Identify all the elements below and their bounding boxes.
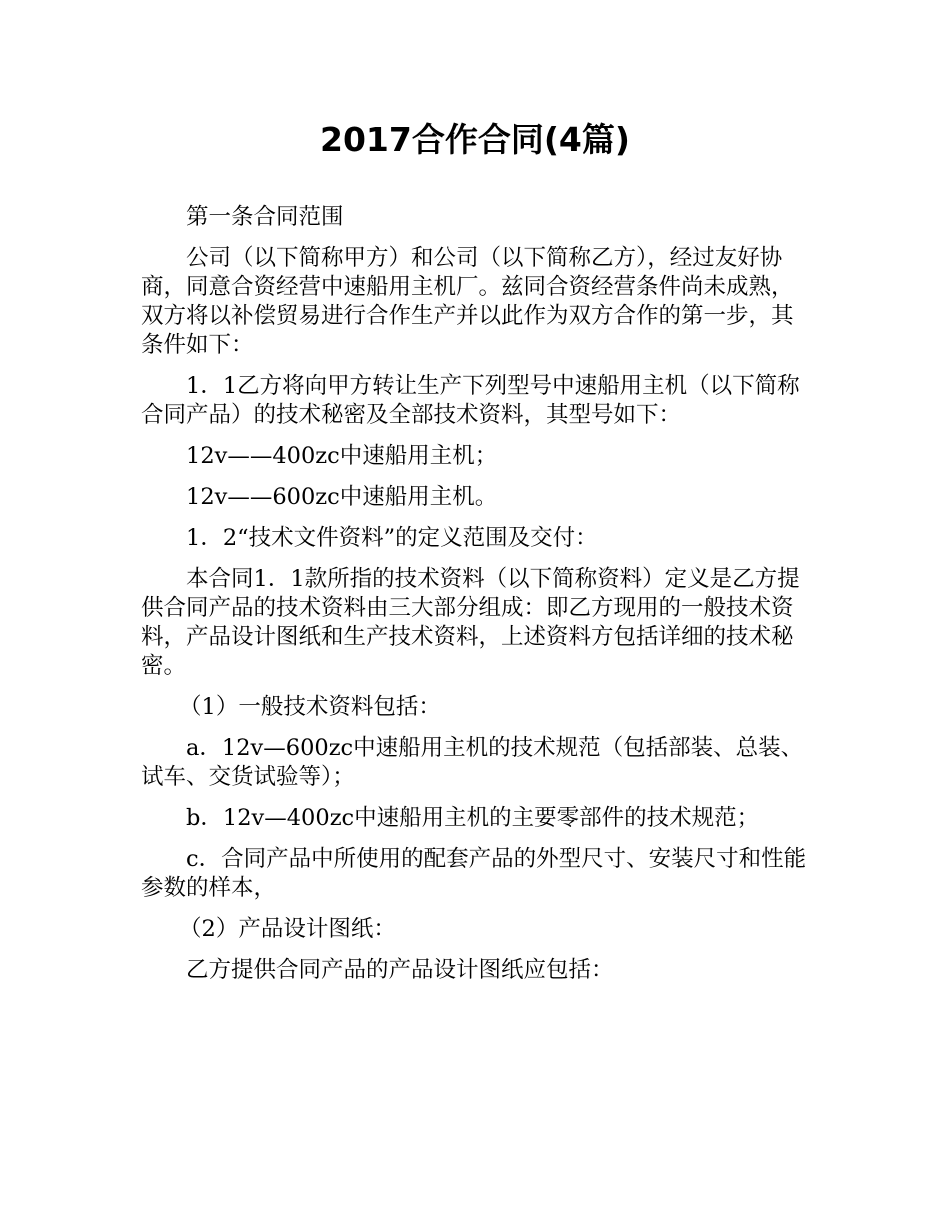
list-item-a: a．12v—600zc中速船用主机的技术规范（包括部装、总装、试车、交货试验等）； <box>141 735 804 790</box>
list-item-b: b．12v—400zc中速船用主机的主要零部件的技术规范； <box>186 805 760 831</box>
article-heading: 第一条合同范围 <box>186 204 344 230</box>
paragraph-parties: 公司（以下简称甲方）和公司（以下简称乙方），经过友好协商，同意合资经营中速船用主机厂。兹同合资经营条件尚未成熟，双方将以补偿贸易进行合作生产并以此作为双方合作的第一步，其条件如下： <box>141 245 794 358</box>
document-title: 2017合作合同(4篇) <box>320 120 630 159</box>
paragraph-clause-1-1: 1．1乙方将向甲方转让生产下列型号中速船用主机（以下简称合同产品）的技术秘密及全部技术资料，其型号如下： <box>141 373 800 428</box>
paragraph-design-drawings: （2）产品设计图纸： <box>179 916 396 942</box>
paragraph-model-600zc: 12v——600zc中速船用主机。 <box>186 484 498 510</box>
paragraph-general-docs: （1）一般技术资料包括： <box>179 694 441 720</box>
document-body <box>141 203 813 997</box>
paragraph-definition: 本合同1．1款所指的技术资料（以下简称资料）定义是乙方提供合同产品的技术资料由三大部分组成：即乙方现用的一般技术资料，产品设计图纸和生产技术资料，上述资料方包括详细的技术秘密。 <box>141 566 800 679</box>
paragraph-clause-1-2: 1．2“技术文件资料”的定义范围及交付： <box>186 525 598 551</box>
paragraph-model-400zc: 12v——400zc中速船用主机； <box>186 443 498 469</box>
list-item-c: c．合同产品中所使用的配套产品的外型尺寸、安装尺寸和性能参数的样本， <box>141 846 807 901</box>
paragraph-drawings-include: 乙方提供合同产品的产品设计图纸应包括： <box>186 957 614 983</box>
